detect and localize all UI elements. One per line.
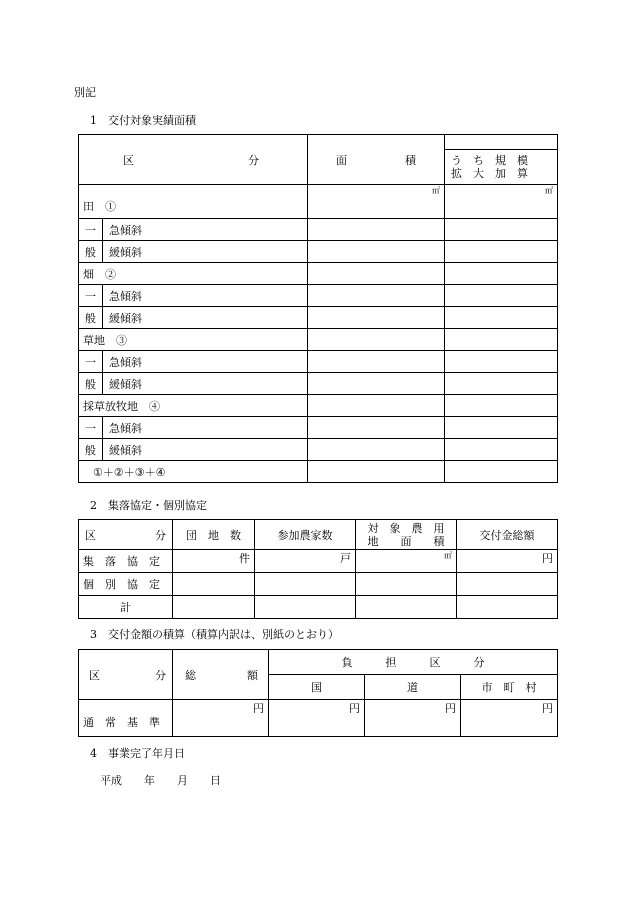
- row-saiso: 採草放牧地 ④: [79, 395, 308, 417]
- section2-title: 2 集落協定・個別協定: [90, 499, 207, 512]
- area-header-kubun: 区 分: [79, 135, 308, 185]
- agreement-table: 区 分 団 地 数 参加農家数 対 象 農 用 地 面 積 交付金総額 集 落 協 定 件 戸 ㎡ 円 個 別 協 定 計: [78, 519, 558, 619]
- section4-title: 4 事業完了年月日: [90, 747, 185, 760]
- grant-table: 区 分 総 額 負 担 区 分 国 道 市 町 村 通 常 基 準 円 円 円 円: [78, 649, 558, 737]
- area-table: 区 分 面 積 う ち 規 模 拡 大 加 算 田 ① ㎡ ㎡ 一 急傾斜 般 緩傾斜 畑 ② 一 急傾斜 般 緩傾斜 草地 ③ 一 急傾斜 般 緩傾斜 採草放牧地 ④ 一 急傾斜 般 緩傾斜 ①＋②＋③＋④: [78, 134, 558, 483]
- section1-title: 1 交付対象実績面積: [90, 114, 196, 127]
- agr-header-kubun: 区 分: [79, 520, 173, 550]
- area-header-menseki: 面 積: [308, 135, 445, 185]
- section3-title: 3 交付金額の積算（積算内訳は、別紙のとおり）: [90, 628, 339, 641]
- completion-date: 平成 年 月 日: [100, 774, 221, 787]
- area-header-scale-up: う ち 規 模 拡 大 加 算: [445, 150, 558, 185]
- row-ta: 田 ①: [79, 185, 308, 219]
- annex-label: 別記: [74, 86, 96, 99]
- row-total: ①＋②＋③＋④: [79, 461, 308, 483]
- row-souchi: 草地 ③: [79, 329, 308, 351]
- row-hata: 畑 ②: [79, 263, 308, 285]
